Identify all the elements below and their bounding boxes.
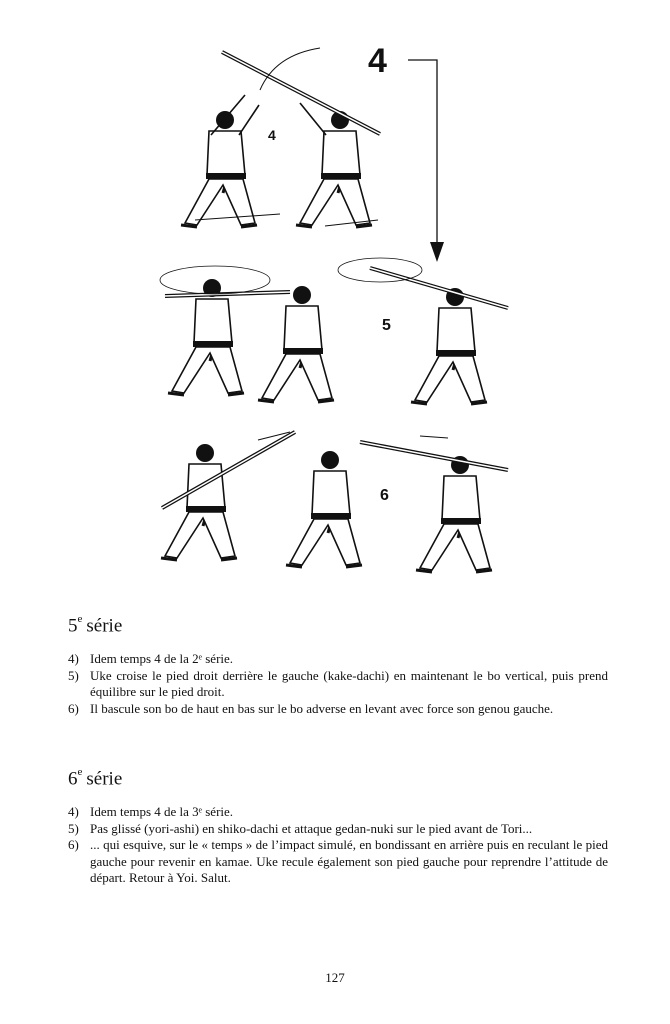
list-item [68, 804, 608, 821]
section-title-number: 6 [68, 768, 78, 790]
list-item [68, 821, 608, 838]
item-text: Uke croise le pied droit derrière le gauche (kake-dachi) en maintenant le bo vertical, puis prend équilibre sur le pied droit. [90, 667, 608, 700]
section-serie-6 [68, 763, 608, 887]
figure-label: 5 [382, 317, 391, 334]
item-number: 5) [68, 820, 79, 836]
figure-row-6 [161, 432, 508, 572]
fighter-figure [258, 286, 334, 402]
section-title-sup: e [77, 613, 83, 625]
fighter-figure [416, 456, 492, 572]
section-title [68, 610, 608, 637]
section-title [68, 763, 608, 790]
list-item [68, 651, 608, 668]
list-item [68, 837, 608, 887]
item-text: ... qui esquive, sur le « temps » de l’impact simulé, en bondissant en arrière puis en reculant le pied gauche pour revenir en kamae. Uke recule également son pied gauche pour reprendre l’attitude de départ. Retour à Yoi. Salut. [90, 837, 608, 886]
fighter-figure [181, 95, 259, 227]
item-text: Pas glissé (yori-ashi) en shiko-dachi et attaque gedan-nuki sur le pied avant de Tori... [90, 820, 533, 836]
item-number: 4) [68, 651, 79, 667]
fighter-figure [411, 288, 487, 404]
section-title-word: série [86, 615, 123, 637]
section-title-number: 5 [68, 615, 78, 637]
item-number: 6) [68, 700, 79, 716]
figure-row-5 [160, 258, 508, 404]
section-serie-5 [68, 610, 608, 717]
figure-label: 4 [268, 127, 276, 143]
item-number: 4) [68, 804, 79, 820]
item-number: 5) [68, 667, 79, 683]
figure-label: 6 [380, 487, 389, 504]
fighter-figure [296, 103, 372, 227]
figure-label-large: 4 [368, 42, 387, 80]
item-text: Il bascule son bo de haut en bas sur le bo adverse en levant avec force son genou gauche. [90, 700, 554, 716]
figure-row-4 [181, 42, 444, 262]
section-title-word: série [86, 768, 123, 790]
fighter-figure [286, 451, 362, 567]
item-number: 6) [68, 837, 79, 853]
item-text: Idem temps 4 de la 2ᵉ série. [90, 651, 234, 667]
list-item [68, 668, 608, 701]
list-item [68, 701, 608, 718]
item-text: Idem temps 4 de la 3ᵉ série. [90, 804, 234, 820]
page-number: 127 [325, 970, 345, 985]
section-title-sup: e [77, 766, 83, 778]
